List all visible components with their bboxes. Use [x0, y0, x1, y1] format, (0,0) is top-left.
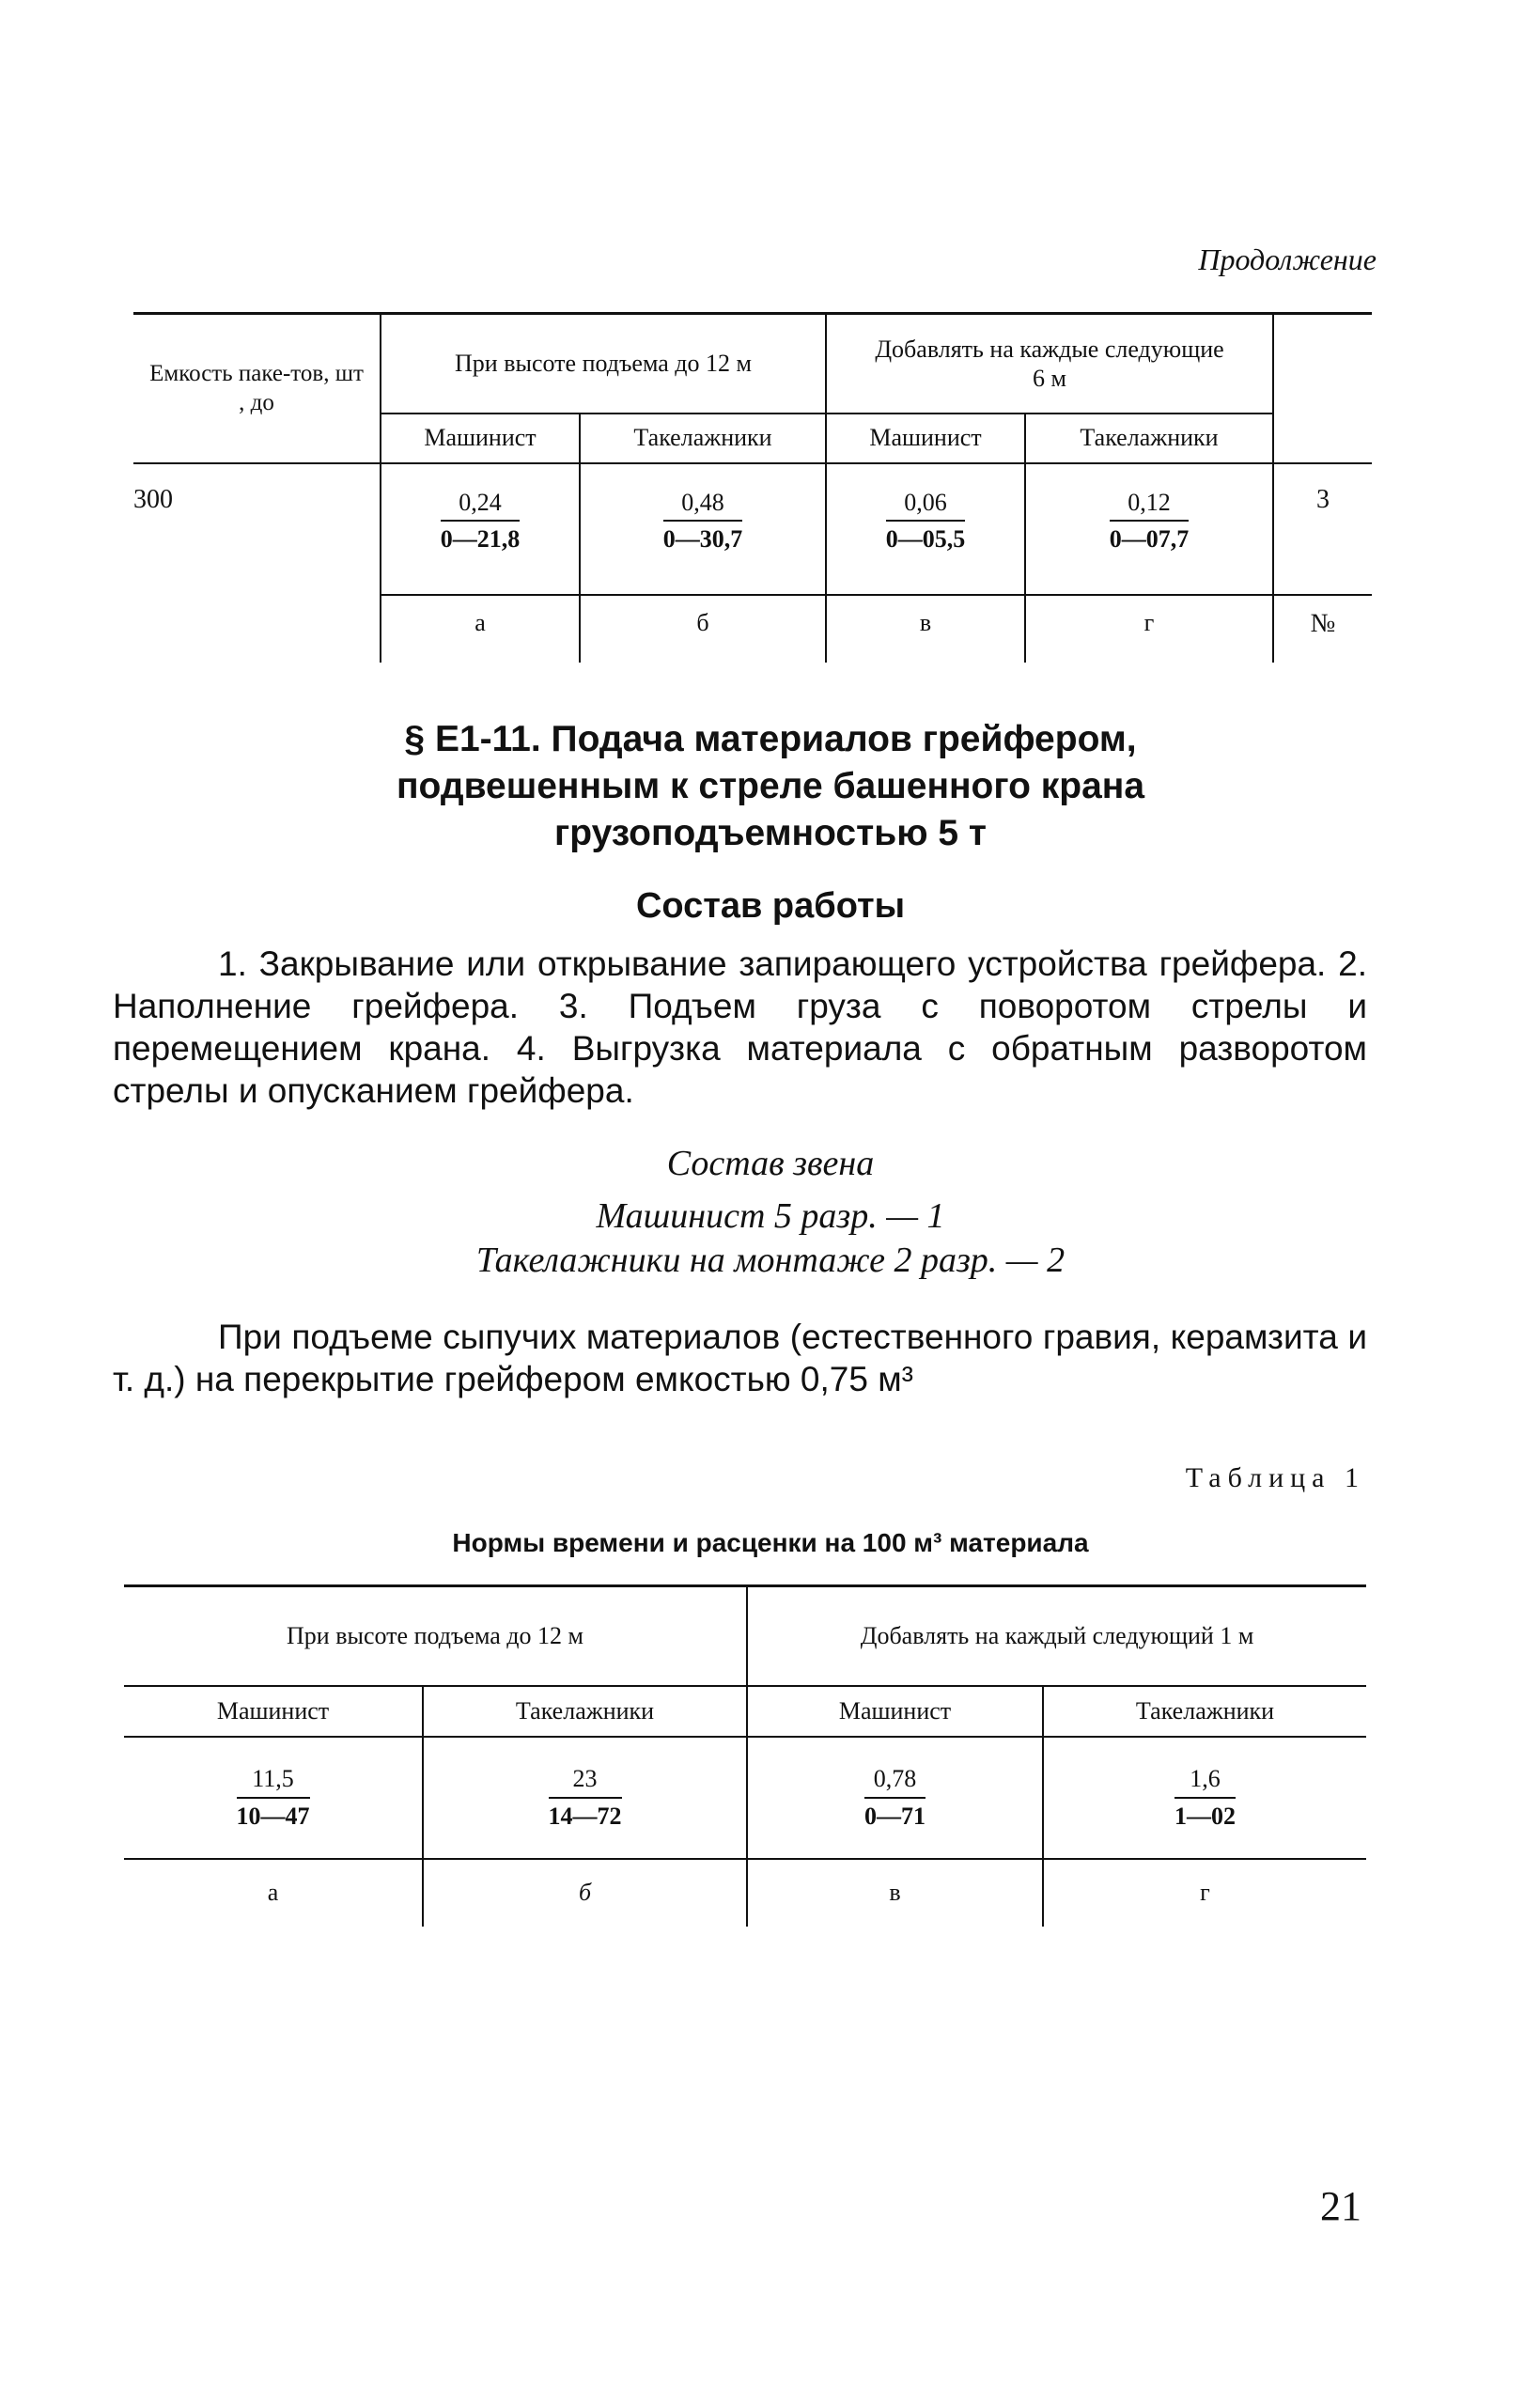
blank-header: [1273, 314, 1372, 463]
norms-table: [124, 1584, 1366, 1927]
lifting-text: При подъеме сыпучих материалов (естественного гравия, керамзита и т. д.) на перекрытие грейфером емкостью 0,75 м³: [113, 1318, 1367, 1398]
subheader-machinist: Машинист: [747, 1686, 1043, 1737]
table-cell: [826, 463, 1025, 595]
table-cell: [133, 595, 381, 663]
capacity-header: Емкость паке-тов, шт , до: [133, 314, 381, 463]
fraction: $\frac{0,24}{0—21,8}$: [441, 485, 521, 557]
crew-heading: Состав звена: [666, 1144, 875, 1183]
subheader-machinist: Машинист: [124, 1686, 423, 1737]
number-sign: №: [1273, 595, 1372, 663]
column-letter: в: [747, 1859, 1043, 1927]
table-cell: [423, 1737, 747, 1859]
fraction: $\frac{1,6}{1—02}$: [1174, 1761, 1236, 1834]
table-cell: [580, 463, 826, 595]
row-number: 3: [1316, 484, 1330, 514]
composition-text: 1. Закрывание или открывание запирающего устройства грейфера. 2. Наполнение грейфера. 3. Подъем груза с поворотом стрелы и перемещением крана. 4. Выгрузка материала с обратным разворотом стрелы и опусканием грейфера.: [113, 944, 1367, 1110]
table-cell: [124, 1737, 423, 1859]
column-letter: б: [423, 1859, 747, 1927]
height-group-header: При высоте подъема до 12 м: [381, 314, 826, 414]
section-title-line: грузоподъемностью 5 т: [554, 813, 987, 853]
composition-heading: Состав работы: [635, 886, 906, 926]
column-letter: а: [124, 1859, 423, 1927]
fraction: $\frac{0,06}{0—05,5}$: [886, 485, 966, 557]
column-letter: в: [826, 595, 1025, 663]
column-letter: г: [1025, 595, 1273, 663]
continuation-label: Продолжение: [1198, 242, 1377, 276]
table-cell: [381, 463, 580, 595]
add-group-header: Добавлять на каждые следующие 6 м: [826, 314, 1273, 414]
column-letter: г: [1200, 1879, 1210, 1906]
table-cell: [747, 1737, 1043, 1859]
norms-table-continued: [133, 312, 1372, 663]
column-letter: б: [580, 595, 826, 663]
fraction: $\frac{23}{14—72}$: [549, 1761, 622, 1834]
section-title: [132, 716, 1409, 857]
crew-line-riggers: Такелажники на монтаже 2 разр. — 2: [475, 1241, 1066, 1280]
add-group-header: Добавлять на каждый следующий 1 м: [747, 1586, 1366, 1686]
fraction: $\frac{11,5}{10—47}$: [237, 1761, 310, 1834]
subheader-riggers: Такелажники: [1043, 1686, 1366, 1737]
page-number: 21: [1320, 2183, 1361, 2229]
fraction: $\frac{0,78}{0—71}$: [864, 1761, 926, 1834]
subheader-machinist: Машинист: [826, 414, 1025, 463]
capacity-value: 300: [133, 484, 173, 514]
section-title-line: подвешенным к стреле башенного крана: [396, 766, 1145, 806]
subheader-riggers: Такелажники: [580, 414, 826, 463]
table-cell: [1043, 1737, 1366, 1859]
column-letter: а: [381, 595, 580, 663]
fraction: $\frac{0,12}{0—07,7}$: [1110, 485, 1190, 557]
subheader-machinist: Машинист: [381, 414, 580, 463]
section-title-line: § Е1-11. Подача материалов грейфером,: [404, 719, 1137, 759]
table-label: Таблица 1: [1185, 1462, 1365, 1493]
crew-line-machinist: Машинист 5 разр. — 1: [596, 1196, 945, 1236]
subheader-riggers: Такелажники: [423, 1686, 747, 1737]
fraction: $\frac{0,48}{0—30,7}$: [663, 485, 743, 557]
height-group-header: При высоте подъема до 12 м: [124, 1586, 747, 1686]
table-cell: [1025, 463, 1273, 595]
subheader-riggers: Такелажники: [1025, 414, 1273, 463]
table-title: Нормы времени и расценки на 100 м³ материала: [452, 1528, 1089, 1557]
